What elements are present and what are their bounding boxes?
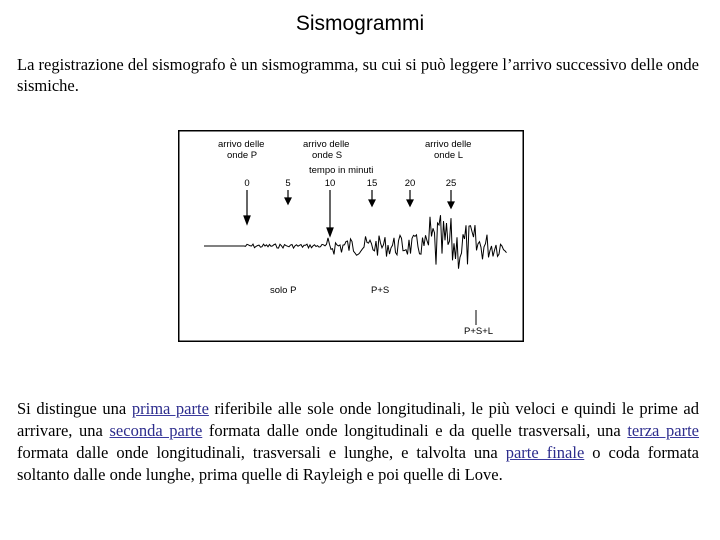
link-parte-finale[interactable]: parte finale <box>505 443 585 462</box>
label-s-line1: arrivo delle <box>303 139 350 150</box>
description-paragraph <box>17 398 699 486</box>
label-s-line2: onde S <box>312 150 343 161</box>
intro-paragraph: La registrazione del sismografo è un sismogramma, su cui si può leggere l’arrivo successivo delle onde sismiche. <box>17 55 699 95</box>
label-l-line1: arrivo delle <box>425 139 472 150</box>
label-p-line1: arrivo delle <box>218 139 265 150</box>
phase-label-p: solo P <box>270 285 297 296</box>
link-seconda-parte[interactable]: seconda parte <box>109 421 203 440</box>
text-segment: Si distingue una <box>17 399 132 418</box>
link-terza-parte[interactable]: terza parte <box>627 421 699 440</box>
tick-label-20: 20 <box>404 178 416 189</box>
text-segment: formata dalle onde longitudinali, trasversali e lunghe, e talvolta una <box>17 443 506 462</box>
page-title: Sismogrammi <box>295 12 425 35</box>
text-segment: o coda formata soltanto dalle onde lunghe, prima quelle di Rayleigh e poi quelle di Love. <box>17 443 699 484</box>
text-segment: riferibile alle sole onde longitudinali, le più veloci e quindi le prime ad arrivare, una <box>17 399 699 440</box>
seismogram-figure <box>178 130 524 342</box>
label-p-line2: onde P <box>227 150 258 161</box>
seismogram-image <box>178 130 524 342</box>
link-prima-parte[interactable]: prima parte <box>131 399 209 418</box>
tick-label-10: 10 <box>324 178 336 189</box>
tick-label-15: 15 <box>366 178 378 189</box>
tick-label-0: 0 <box>244 178 250 189</box>
phase-label-ps: P+S <box>371 285 390 296</box>
tick-label-5: 5 <box>285 178 291 189</box>
time-axis-label: tempo in minuti <box>309 165 374 176</box>
tick-label-25: 25 <box>445 178 457 189</box>
figure-frame <box>179 131 524 342</box>
label-l-line2: onde L <box>434 150 464 161</box>
text-segment: formata dalle onde longitudinali e da quelle trasversali, una <box>202 421 628 440</box>
phase-label-psl: P+S+L <box>464 326 494 337</box>
